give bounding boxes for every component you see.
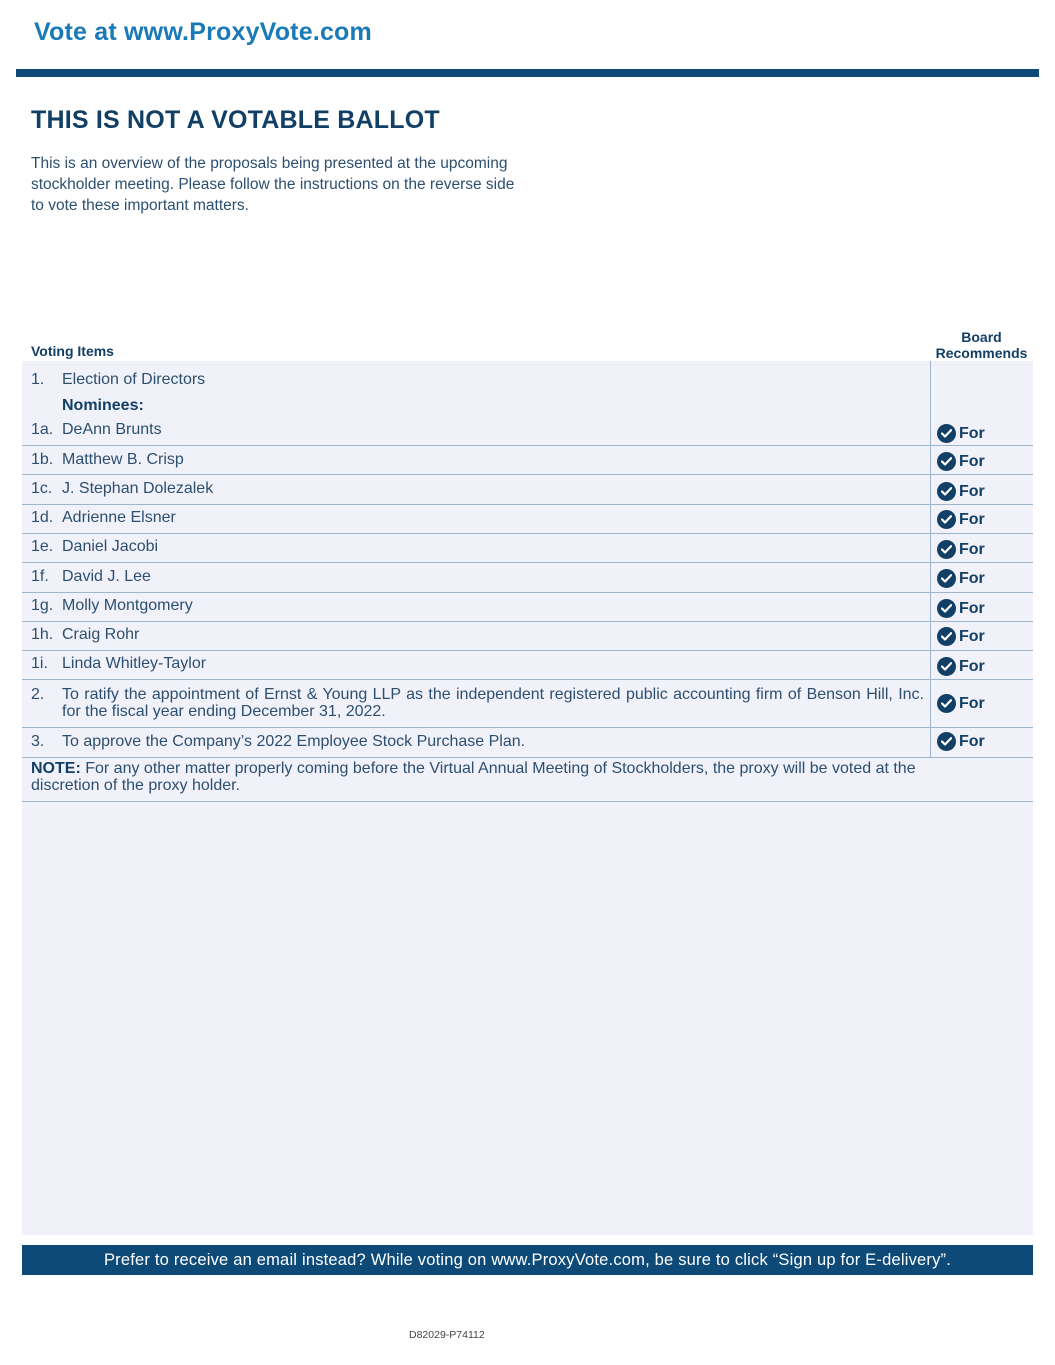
board-recommendation (937, 599, 985, 618)
nominee-number: 1d. (31, 509, 54, 526)
proposal-number: 2. (31, 686, 45, 703)
nominee-row (31, 538, 158, 556)
board-recommendation (937, 627, 985, 646)
row-divider (22, 504, 1033, 505)
nominees-label: Nominees: (62, 397, 144, 414)
check-circle-icon (937, 569, 956, 588)
e-delivery-banner: Prefer to receive an email instead? While voting on www.ProxyVote.com, be sure to click “Sign up for E-delivery”. (22, 1245, 1033, 1275)
nominee-name: DeAnn Brunts (62, 421, 162, 438)
recommendation-column-divider (930, 361, 931, 757)
row-divider (22, 592, 1033, 593)
board-recommendation (937, 452, 985, 471)
proxy-note (31, 760, 931, 794)
intro-text: This is an overview of the proposals being presented at the upcoming stockholder meeting. Please follow the instructions on the reverse side to vote these important matters. (31, 155, 515, 214)
nominee-row (31, 451, 184, 469)
board-recommendation (937, 732, 985, 751)
nominee-name: Matthew B. Crisp (62, 451, 184, 468)
nominee-name: Molly Montgomery (62, 597, 193, 614)
check-circle-icon (937, 657, 956, 676)
board-recommendation (937, 694, 985, 713)
check-circle-icon (937, 599, 956, 618)
recommendation-label: For (959, 540, 985, 558)
item-label: Election of Directors (62, 371, 206, 388)
nominee-row (31, 597, 193, 615)
proxyvote-link[interactable]: Vote at www.ProxyVote.com (34, 18, 372, 46)
document-code: D82029-P74112 (409, 1329, 485, 1341)
nominee-number: 1g. (31, 597, 54, 614)
nominee-name: Daniel Jacobi (62, 538, 159, 555)
row-divider (22, 533, 1033, 534)
recommendation-label: For (959, 569, 985, 587)
nominee-name: David J. Lee (62, 568, 151, 585)
board-recommendation (937, 510, 985, 529)
board-recommendation (937, 424, 985, 443)
row-divider (22, 801, 1033, 802)
row-divider (22, 727, 1033, 728)
row-divider (22, 650, 1033, 651)
header-rule (16, 69, 1039, 77)
recommendation-label: For (959, 482, 985, 500)
recommendation-label: For (959, 627, 985, 645)
item-number: 1. (31, 371, 45, 388)
recommendation-label: For (959, 732, 985, 750)
board-header-line1: Board (961, 329, 1002, 345)
check-circle-icon (937, 482, 956, 501)
row-divider (22, 757, 1033, 758)
nominee-number: 1f. (31, 568, 49, 585)
nominee-number: 1h. (31, 626, 54, 643)
nominee-number: 1b. (31, 451, 54, 468)
check-circle-icon (937, 694, 956, 713)
proposal-text: To approve the Company’s 2022 Employee Stock Purchase Plan. (62, 733, 526, 750)
recommendation-label: For (959, 452, 985, 470)
note-text: For any other matter properly coming before the Virtual Annual Meeting of Stockholders, the proxy will be voted at the discretion of the proxy holder. (31, 760, 916, 794)
nominee-row (31, 655, 206, 673)
nominee-row (31, 480, 213, 498)
recommendation-label: For (959, 599, 985, 617)
board-header-line2: Recommends (935, 345, 1028, 361)
check-circle-icon (937, 732, 956, 751)
proposal-number: 3. (31, 733, 45, 750)
nominee-name: J. Stephan Dolezalek (62, 480, 214, 497)
check-circle-icon (937, 424, 956, 443)
nominee-number: 1e. (31, 538, 54, 555)
row-divider (22, 621, 1033, 622)
note-label: NOTE: (31, 760, 81, 777)
board-recommendation (937, 657, 985, 676)
nominee-row (31, 421, 162, 439)
nominee-name: Adrienne Elsner (62, 509, 176, 526)
row-divider (22, 474, 1033, 475)
row-divider (22, 679, 1033, 680)
recommendation-label: For (959, 424, 985, 442)
proposal-row (31, 733, 525, 751)
proposal-text: To ratify the appointment of Ernst & Young LLP as the independent registered public accounting firm of Benson Hill, Inc. for the fiscal year ending December 31, 2022. (62, 686, 924, 720)
election-of-directors-item (31, 371, 205, 389)
nominee-row (31, 626, 139, 644)
check-circle-icon (937, 627, 956, 646)
nominee-number: 1a. (31, 421, 54, 438)
board-recommendation (937, 540, 985, 559)
row-divider (22, 562, 1033, 563)
check-circle-icon (937, 540, 956, 559)
board-recommendation (937, 482, 985, 501)
nominee-number: 1i. (31, 655, 48, 672)
nominee-number: 1c. (31, 480, 53, 497)
nominee-row (31, 568, 151, 586)
proposal-row (31, 686, 924, 720)
check-circle-icon (937, 510, 956, 529)
check-circle-icon (937, 452, 956, 471)
recommendation-label: For (959, 694, 985, 712)
page-title: THIS IS NOT A VOTABLE BALLOT (31, 106, 440, 134)
nominee-name: Linda Whitley-Taylor (62, 655, 207, 672)
nominee-name: Craig Rohr (62, 626, 140, 643)
voting-items-header: Voting Items (31, 343, 114, 359)
nominee-row (31, 509, 176, 527)
row-divider (22, 445, 1033, 446)
recommendation-label: For (959, 510, 985, 528)
board-recommends-header (930, 329, 1033, 361)
board-recommendation (937, 569, 985, 588)
recommendation-label: For (959, 657, 985, 675)
